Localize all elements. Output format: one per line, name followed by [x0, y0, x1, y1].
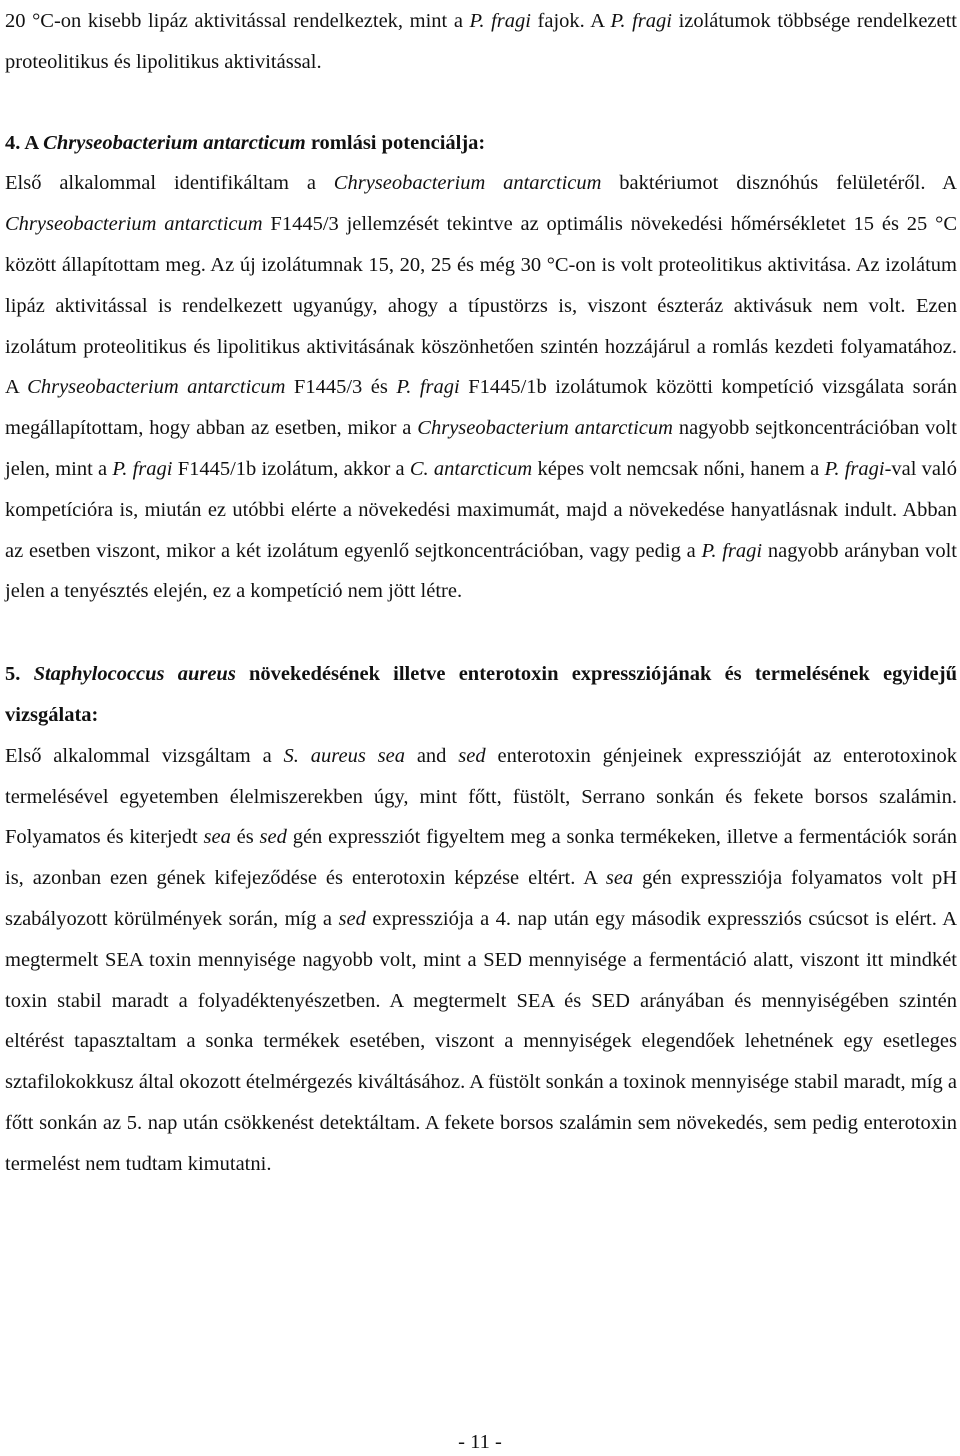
text-run: Első alkalommal vizsgáltam a [5, 744, 284, 767]
heading-number: 4. A [5, 131, 44, 154]
italic-run: sea [605, 867, 634, 890]
intro-paragraph [5, 1, 957, 83]
italic-run: Chryseobacterium antarcticum [5, 213, 263, 236]
italic-run: Chryseobacterium antarcticum [417, 417, 673, 440]
italic-run: P. fragi [701, 539, 763, 562]
italic-run: Chryseobacterium antarcticum [333, 172, 602, 195]
text-run: enterotoxin génjeinek expresszióját az enterotoxinok termelésével egyetemben élelmiszerekben úgy, mint főtt, füstölt, Serrano sonkán és fekete borsos szalámin. Folyamatos és kiterjedt [5, 744, 957, 849]
text-run: gén expressziót figyeltem meg a sonka termékeken, illetve a fermentációk során is, azonban ezen gének kifejeződése és enterotoxin képzése eltért. A [5, 826, 958, 890]
italic-run: sea [203, 826, 231, 849]
italic-run: S. aureus sea [283, 744, 405, 767]
document-page [5, 0, 957, 1185]
section-5-heading [5, 654, 957, 736]
text-run: and [404, 744, 459, 767]
italic-run: sed [259, 826, 287, 849]
page-number: - 11 - [458, 1431, 502, 1453]
text-run: nagyobb arányban volt jelen a tenyésztés elején, ez a kompetíció nem jött létre. [5, 539, 957, 603]
heading-text: növekedésének illetve enterotoxin expressziójának és termelésének egyidejű vizsgálata: [5, 663, 958, 726]
italic-run: sed [338, 907, 366, 930]
heading-italic: Staphylococcus aureus [33, 663, 236, 686]
text-run: Első alkalommal identifikáltam a [5, 172, 334, 195]
text-run: expressziója a 4. nap után egy második expressziós csúcsot is elért. A megtermelt SEA toxin mennyisége nagyobb volt, mint a SED mennyisége a fermentáció alatt, viszont itt mindkét toxin stabil maradt a folyadéktenyészetben. A megtermelt SEA és SED arányában és mennyiségében szintén eltérést tapasztaltam a sonka termékek esetében, viszont a mennyiségek elegendőek lehetnének egy esetleges sztafilokokkusz által okozott ételmérgezés kiváltásához. A füstölt sonkán a toxinok mennyisége stabil maradt, míg a főtt sonkán az 5. nap után csökkenést detektáltam. A fekete borsos szalámin sem növekedés, sem pedig enterotoxin termelést nem tudtam kimutatni. [5, 907, 957, 1175]
heading-text: romlási potenciálja: [305, 131, 486, 154]
text-run: gén expressziója folyamatos volt pH szabályozott körülmények során, míg a [5, 867, 958, 930]
italic-run: Chryseobacterium antarcticum [27, 376, 286, 399]
italic-run: P. fragi [610, 10, 672, 32]
italic-run: C. antarcticum [409, 457, 533, 480]
text-run: fajok. A [530, 10, 611, 32]
text-run: képes volt nemcsak nőni, hanem a [532, 457, 825, 480]
text-run: baktériumot disznóhús felületéről. A [601, 172, 957, 195]
text-run: -val való kompetícióra is, miután ez utóbbi elérte a növekedési maximumát, majd a növekedése hanyatlásnak indult. Abban az esetben viszont, mikor a két izolátum egyenlő sejtkoncentrációban, vagy pedig a [5, 457, 957, 562]
text-run: 20 °C-on kisebb lipáz aktivitással rendelkeztek, mint a [5, 10, 470, 32]
text-run: F1445/3 jellemzését tekintve az optimális növekedési hőmérsékletet 15 és 25 °C között állapítottam meg. Az új izolátumnak 15, 20, 25 és még 30 °C-on is volt proteolitikus aktivitása. Az izolátum lipáz aktivitással is rendelkezett ugyanúgy, ahogy a típustörzs is, viszont észteráz aktivásuk nem volt. Ezen izolátum proteolitikus és lipolitikus aktivitásának köszönhetően szintén hozzájárul a romlás kezdeti folyamatához. A [5, 213, 957, 399]
text-run: F1445/3 és [285, 376, 397, 399]
italic-run: sed [458, 744, 486, 767]
section-4-heading [5, 123, 957, 164]
italic-run: P. fragi [112, 457, 173, 480]
text-run: és [230, 826, 260, 849]
italic-run: P. fragi [396, 376, 460, 399]
heading-italic: Chryseobacterium antarcticum [43, 131, 306, 154]
italic-run: P. fragi [469, 10, 531, 32]
text-run: nagyobb sejtkoncentrációban volt jelen, mint a [5, 417, 957, 480]
section-4-paragraph [5, 163, 957, 612]
text-run: F1445/1b izolátumok közötti kompetíció vizsgálata során megállapítottam, hogy abban az esetben, mikor a [5, 376, 957, 440]
text-run: izolátumok többsége rendelkezett proteolitikus és lipolitikus aktivitással. [5, 10, 958, 73]
text-run: F1445/1b izolátum, akkor a [172, 457, 410, 480]
heading-number: 5. [5, 663, 34, 686]
section-5-paragraph [5, 736, 957, 1185]
italic-run: P. fragi [824, 457, 885, 480]
